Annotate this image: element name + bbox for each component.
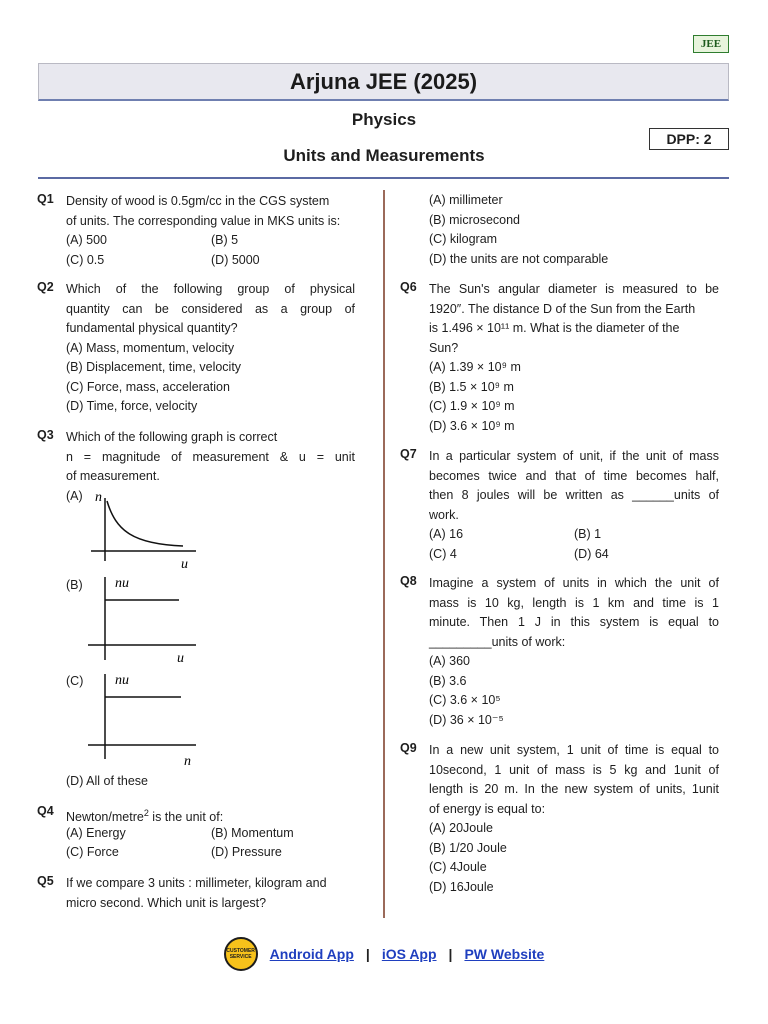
y-axis-label: nu bbox=[115, 576, 129, 591]
option-d: (D) 64 bbox=[574, 546, 609, 561]
question-text: In a particular system of unit, if the unit of mass bbox=[429, 449, 719, 463]
option-c: (C) kilogram bbox=[429, 232, 498, 246]
footer-links bbox=[0, 936, 768, 972]
question-text: of measurement. bbox=[66, 469, 160, 483]
question-text: In a new unit system, 1 unit of time is equal to bbox=[429, 743, 719, 757]
option-b: (B) 3.6 bbox=[429, 673, 467, 688]
question-number: Q6 bbox=[400, 280, 417, 294]
option-b: (B) 1 bbox=[574, 527, 602, 541]
page-title: Arjuna JEE (2025) bbox=[38, 63, 729, 101]
header-divider bbox=[38, 177, 729, 179]
separator: | bbox=[365, 946, 370, 962]
x-axis-label: u bbox=[181, 557, 188, 572]
question-text: 10second, 1 unit of mass is 5 kg and 1unit of bbox=[429, 762, 719, 777]
question-text: The Sun's angular diameter is measured to be bbox=[429, 282, 719, 296]
separator: | bbox=[448, 946, 453, 962]
option-d-label: (D) All of these bbox=[66, 774, 148, 788]
question-text: fundamental physical quantity? bbox=[66, 321, 238, 335]
question-text: If we compare 3 units : millimeter, kilogram and bbox=[66, 876, 327, 890]
question-text: work. bbox=[429, 507, 459, 522]
chapter-heading: Units and Measurements bbox=[283, 146, 485, 165]
option-a: (A) Mass, momentum, velocity bbox=[66, 340, 235, 355]
y-axis-label: n bbox=[95, 490, 102, 505]
option-a: (A) 1.39 × 10⁹ m bbox=[429, 360, 521, 374]
x-axis-label: u bbox=[177, 651, 184, 666]
option-b: (B) 1.5 × 10⁹ m bbox=[429, 379, 514, 394]
question-2 bbox=[37, 280, 355, 417]
option-c: (C) 4 bbox=[429, 546, 457, 561]
question-text: length is 20 m. In the new system of units, 1unit bbox=[429, 782, 719, 796]
option-b: (B) 5 bbox=[211, 233, 239, 247]
option-c: (C) 4Joule bbox=[429, 860, 487, 874]
question-6 bbox=[400, 280, 719, 436]
option-c: (C) Force bbox=[66, 845, 119, 859]
question-text-part: is the unit of: bbox=[148, 810, 224, 825]
option-b: (B) 1/20 Joule bbox=[429, 840, 507, 855]
option-d: (D) the units are not comparable bbox=[429, 251, 609, 266]
question-text: is 1.496 × 10¹¹ m. What is the diameter of the bbox=[429, 321, 680, 335]
question-number: Q3 bbox=[37, 428, 54, 442]
option-b: (B) microsecond bbox=[429, 212, 520, 227]
question-text: mass is 10 kg, length is 1 km and time is 1 bbox=[429, 595, 719, 610]
option-d: (D) 3.6 × 10⁹ m bbox=[429, 418, 515, 433]
option-a: (A) millimeter bbox=[429, 193, 503, 207]
option-a: (A) bbox=[66, 488, 83, 503]
x-axis-label: n bbox=[184, 754, 191, 769]
question-number: Q8 bbox=[400, 574, 417, 588]
option-c-label: (C) bbox=[66, 674, 84, 688]
dpp-label: DPP: 2 bbox=[649, 128, 729, 150]
curve bbox=[107, 501, 183, 546]
graph-c-plot bbox=[88, 671, 198, 769]
question-number: Q7 bbox=[400, 447, 417, 461]
question-text-part: Newton/metre bbox=[66, 810, 144, 825]
option-b: (B) Displacement, time, velocity bbox=[66, 360, 242, 374]
option-c: (C) 1.9 × 10⁹ m bbox=[429, 399, 515, 413]
customer-service-logo-icon: CUSTOMER SERVICE bbox=[224, 937, 258, 971]
option-d: (D) Time, force, velocity bbox=[66, 399, 198, 413]
option-c: (C) 0.5 bbox=[66, 252, 105, 267]
column-divider bbox=[383, 190, 385, 918]
question-text: quantity can be considered as a group of bbox=[66, 301, 355, 316]
android-app-link[interactable]: Android App bbox=[269, 946, 354, 962]
option-a: (A) 500 bbox=[66, 233, 107, 247]
question-8 bbox=[400, 574, 719, 730]
question-text: Which of the following graph is correct bbox=[66, 430, 278, 444]
option-a: (A) 20Joule bbox=[429, 821, 493, 835]
y-axis-label: nu bbox=[115, 673, 129, 688]
option-b-label: (B) bbox=[66, 578, 83, 592]
question-number: Q5 bbox=[37, 874, 54, 888]
question-1 bbox=[37, 192, 366, 270]
question-text: of units. The corresponding value in MKS units is: bbox=[66, 213, 341, 228]
option-c: (C) 3.6 × 10⁵ bbox=[429, 693, 501, 707]
question-4 bbox=[37, 804, 366, 863]
pw-website-link[interactable]: PW Website bbox=[464, 946, 545, 962]
question-9 bbox=[400, 741, 719, 897]
question-text: minute. Then 1 J in this system is equal to bbox=[429, 615, 719, 629]
question-number: Q9 bbox=[400, 741, 417, 755]
question-text: Sun? bbox=[429, 340, 459, 355]
option-a: (A) 16 bbox=[429, 527, 464, 541]
graph-a-plot bbox=[88, 486, 198, 576]
option-d bbox=[66, 772, 366, 792]
graph-c bbox=[88, 671, 198, 772]
ios-app-link[interactable]: iOS App bbox=[381, 946, 437, 962]
option-a: (A) Energy bbox=[66, 825, 126, 840]
question-text bbox=[66, 804, 366, 824]
question-text: then 8 joules will be written as ______units of bbox=[429, 488, 719, 502]
question-7 bbox=[400, 447, 719, 564]
question-text: micro second. Which unit is largest? bbox=[66, 895, 267, 910]
question-5 bbox=[37, 874, 366, 913]
graph-b-plot bbox=[88, 574, 198, 666]
superscript: 2 bbox=[143, 808, 149, 818]
graph-b bbox=[88, 574, 198, 669]
option-c: (C) Force, mass, acceleration bbox=[66, 379, 230, 394]
question-number: Q4 bbox=[37, 804, 54, 818]
question-5-options bbox=[429, 191, 729, 269]
graph-a bbox=[88, 486, 198, 579]
option-b: (B) Momentum bbox=[211, 825, 294, 840]
question-text: of energy is equal to: bbox=[429, 801, 546, 816]
question-text: _________units of work: bbox=[429, 634, 566, 649]
option-d: (D) 5000 bbox=[211, 252, 260, 267]
question-text: Which of the following group of physical bbox=[66, 282, 355, 296]
question-number: Q1 bbox=[37, 192, 54, 206]
question-number: Q2 bbox=[37, 280, 54, 294]
question-text: Density of wood is 0.5gm/cc in the CGS system bbox=[66, 194, 330, 208]
question-text: becomes twice and that of time becomes half, bbox=[429, 468, 719, 483]
option-d: (D) 16Joule bbox=[429, 879, 494, 894]
option-d: (D) 36 × 10⁻⁵ bbox=[429, 712, 504, 727]
question-text: Imagine a system of units in which the unit of bbox=[429, 576, 719, 590]
question-text: n = magnitude of measurement & u = unit bbox=[66, 449, 355, 464]
subject-heading: Physics bbox=[351, 110, 417, 129]
exam-badge: JEE bbox=[693, 35, 729, 53]
option-a: (A) 360 bbox=[429, 654, 470, 668]
question-text: 1920″. The distance D of the Sun from the Earth bbox=[429, 301, 696, 316]
option-d: (D) Pressure bbox=[211, 845, 282, 859]
